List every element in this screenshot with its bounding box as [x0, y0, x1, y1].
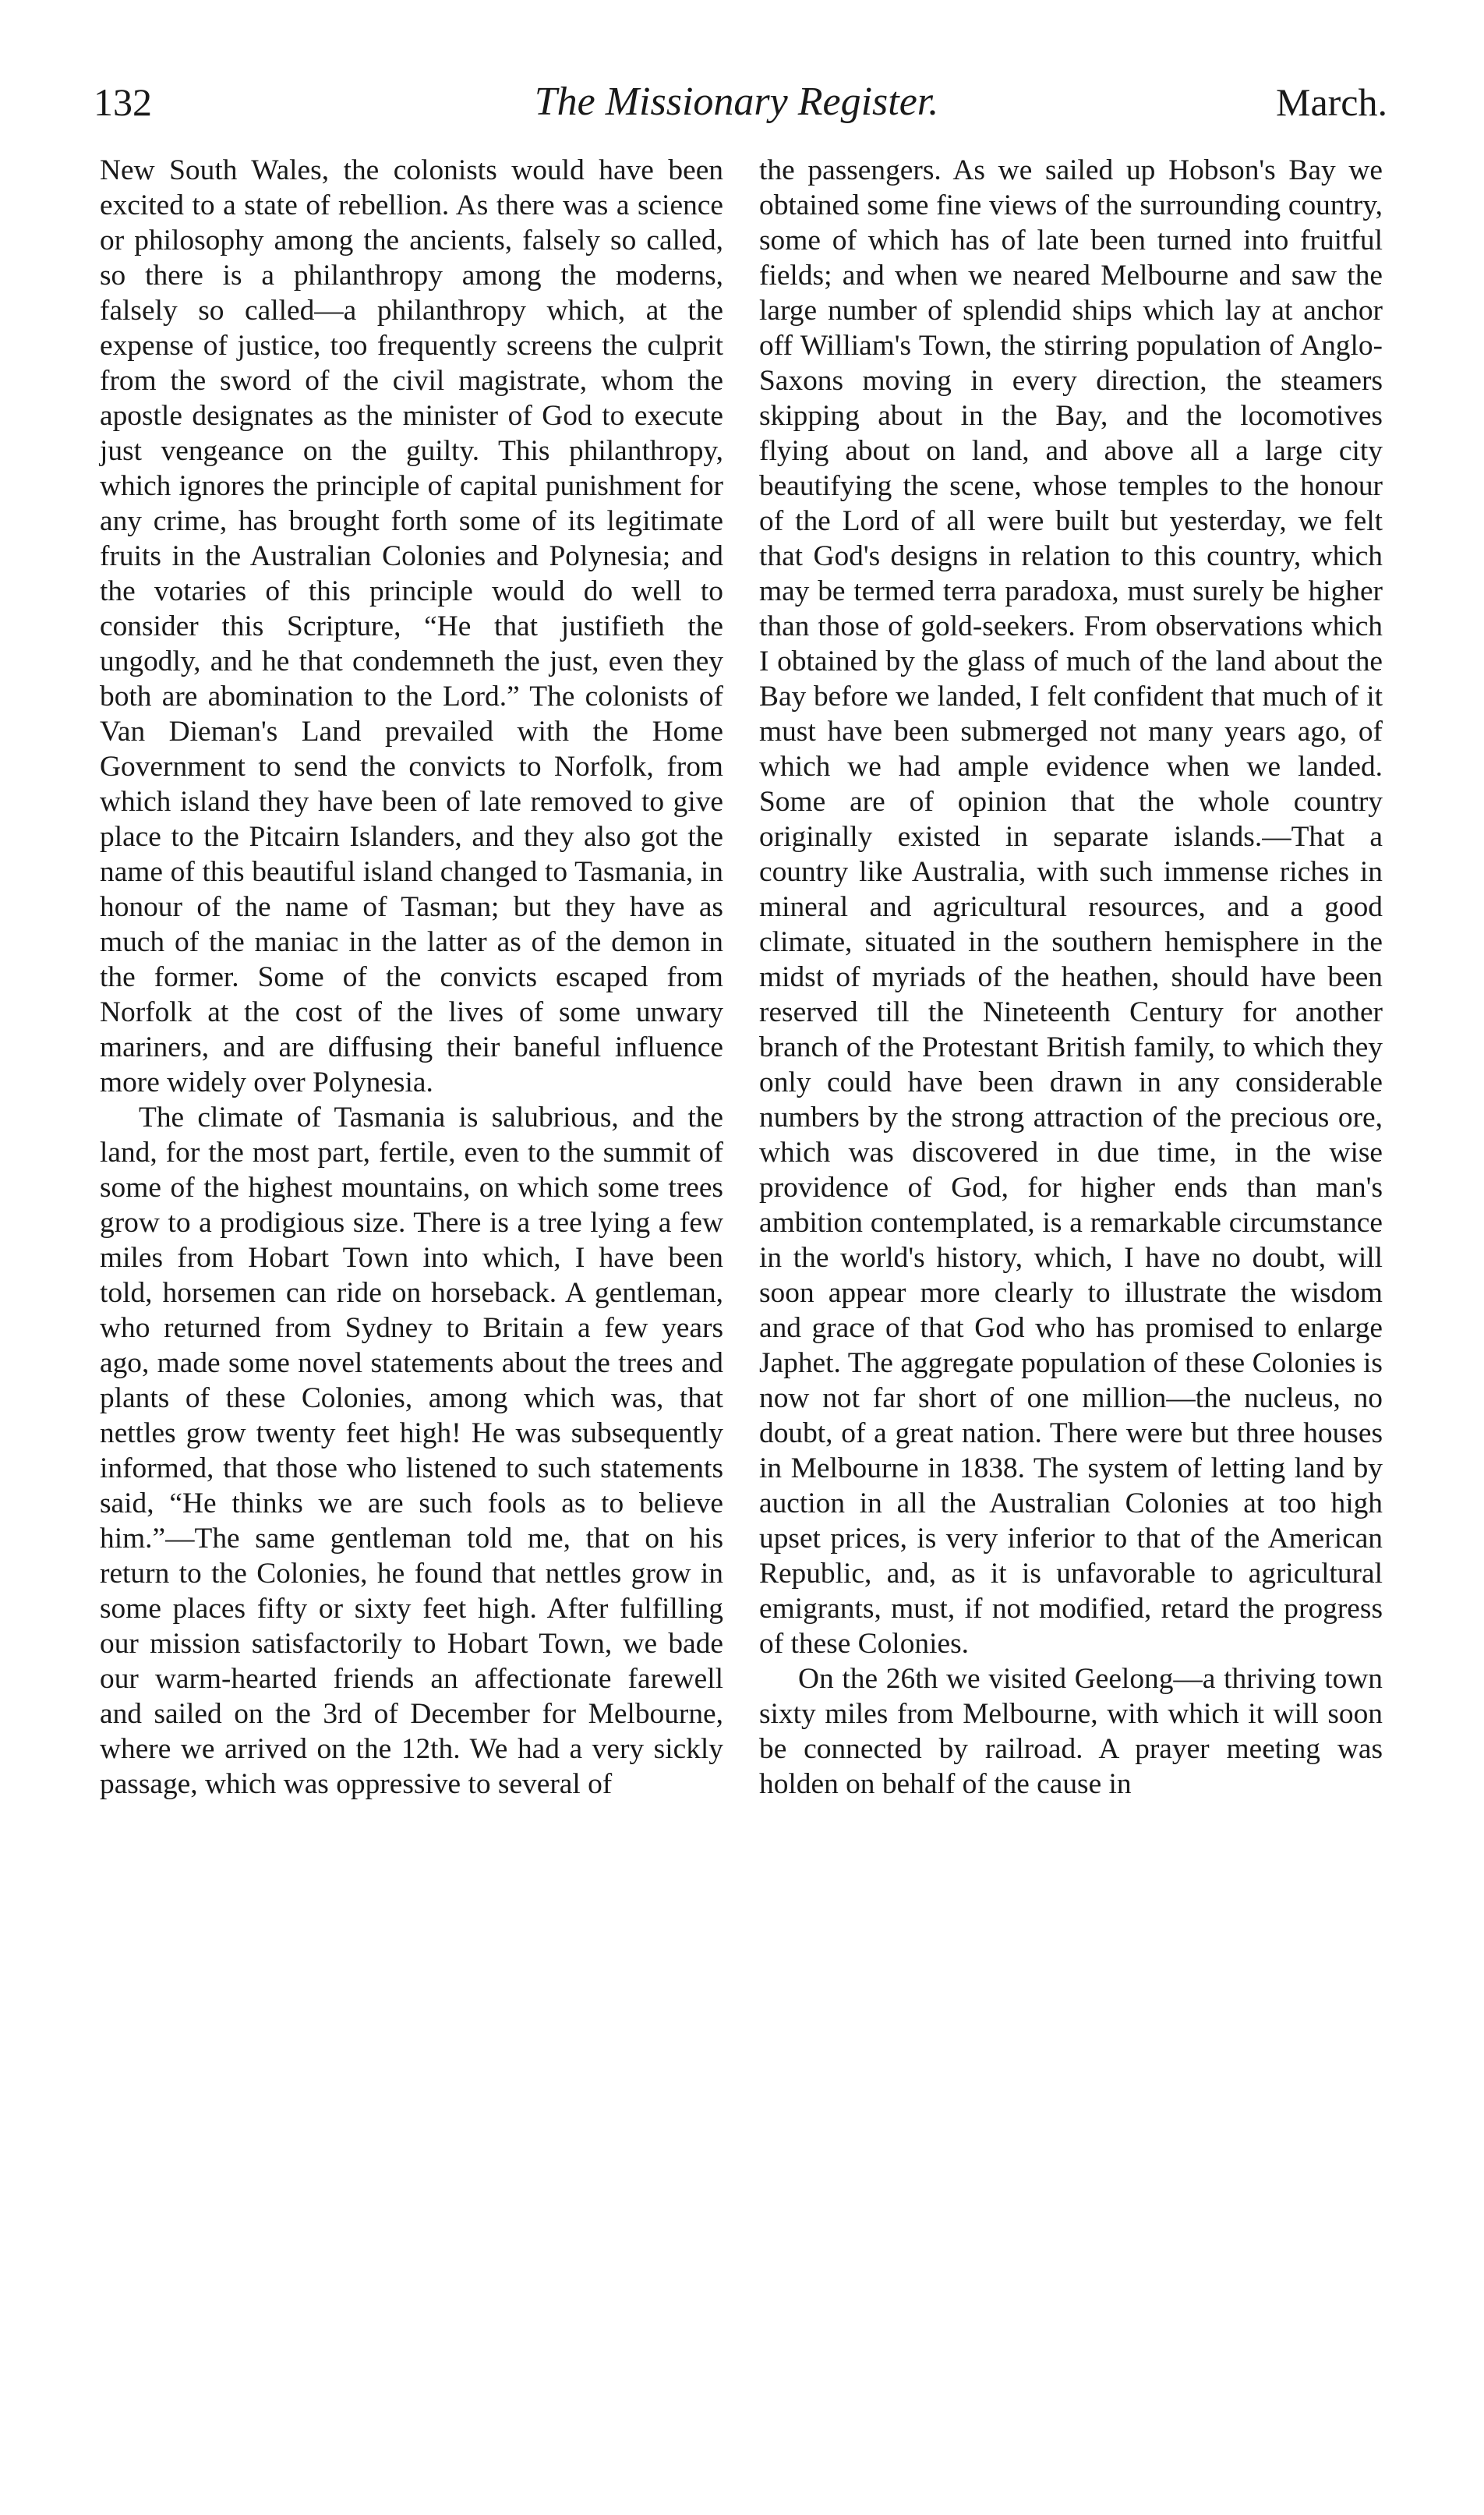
journal-title: The Missionary Register.	[534, 80, 939, 124]
paragraph: The climate of Tasmania is salubrious, and the land, for the most part, fertile, even to the summit of some of the highest mountains, on which some trees grow to a prodigious size. There is a tree lying a few miles from Hobart Town into which, I have been told, horsemen can ride on horseback. A gentleman, who returned from Sydney to Britain a few years ago, made some novel statements about the trees and plants of these Colonies, among which was, that nettles grow twenty feet high! He was subsequently informed, that those who listened to such statements said, “He thinks we are such fools as to believe him.”—The same gentleman told me, that on his return to the Colonies, he found that nettles grow in some places fifty or sixty feet high. After fulfilling our mission satisfactorily to Hobart Town, we bade our warm-hearted friends an affectionate farewell and sailed on the 3rd of December for Melbourne, where we arrived on the 12th. We had a very sickly passage, which was oppressive to several of	[100, 1102, 723, 1800]
header-month: March.	[1276, 80, 1387, 124]
right-column	[759, 153, 1383, 1802]
paragraph: New South Wales, the colonists would have been excited to a state of rebellion. As there was a science or philosophy among the ancients, falsely so called, so there is a philanthropy among the moderns, falsely so called—a philanthropy which, at the expense of justice, too frequently screens the culprit from the sword of the civil magistrate, whom the apostle designates as the minister of God to execute just vengeance on the guilty. This philanthropy, which ignores the principle of capital punishment for any crime, has brought forth some of its legitimate fruits in the Australian Colonies and Polynesia; and the votaries of this principle would do well to consider this Scripture, “He that justifieth the ungodly, and he that condemneth the just, even they both are abomination to the Lord.” The colonists of Van Dieman's Land prevailed with the Home Government to send the convicts to Norfolk, from which island they have been of late removed to give place to the Pitcairn Islanders, and they also got the name of this beautiful island changed to Tasmania, in honour of the name of Tasman; but they have as much of the maniac in the latter as of the demon in the former. Some of the convicts escaped from Norfolk at the cost of the lives of some unwary mariners, and are diffusing their baneful influence more widely over Polynesia.	[100, 154, 723, 1098]
left-column	[100, 153, 723, 1802]
page-number: 132	[94, 80, 152, 124]
running-header	[86, 75, 1387, 137]
paragraph: On the 26th we visited Geelong—a thriving town sixty miles from Melbourne, with which it will soon be connected by railroad. A prayer meeting was holden on behalf of the cause in	[759, 1663, 1383, 1800]
paragraph: the passengers. As we sailed up Hobson's Bay we obtained some fine views of the surrounding country, some of which has of late been turned into fruitful fields; and when we neared Melbourne and saw the large number of splendid ships which lay at anchor off William's Town, the stirring population of Anglo-Saxons moving in every direction, the steamers skipping about in the Bay, and the locomotives flying about on land, and above all a large city beautifying the scene, whose temples to the honour of the Lord of all were built but yesterday, we felt that God's designs in relation to this country, which may be termed terra paradoxa, must surely be higher than those of gold-seekers. From observations which I obtained by the glass of much of the land about the Bay before we landed, I felt confident that much of it must have been submerged not many years ago, of which we had ample evidence when we landed. Some are of opinion that the whole country originally existed in separate islands.—That a country like Australia, with such immense riches in mineral and agricultural resources, and a good climate, situated in the southern hemisphere in the midst of myriads of the heathen, should have been reserved till the Nineteenth Century for another branch of the Protestant British family, to which they only could have been drawn in any considerable numbers by the strong attraction of the precious ore, which was discovered in due time, in the wise providence of God, for higher ends than man's ambition contemplated, is a remarkable circumstance in the world's history, which, I have no doubt, will soon appear more clearly to illustrate the wisdom and grace of that God who has promised to enlarge Japhet. The aggregate population of these Colonies is now not far short of one million—the nucleus, no doubt, of a great nation. There were but three houses in Melbourne in 1838. The system of letting land by auction in all the Australian Colonies at too high upset prices, is very inferior to that of the American Republic, and, as it is unfavorable to agricultural emigrants, must, if not modified, retard the progress of these Colonies.	[759, 154, 1383, 1660]
